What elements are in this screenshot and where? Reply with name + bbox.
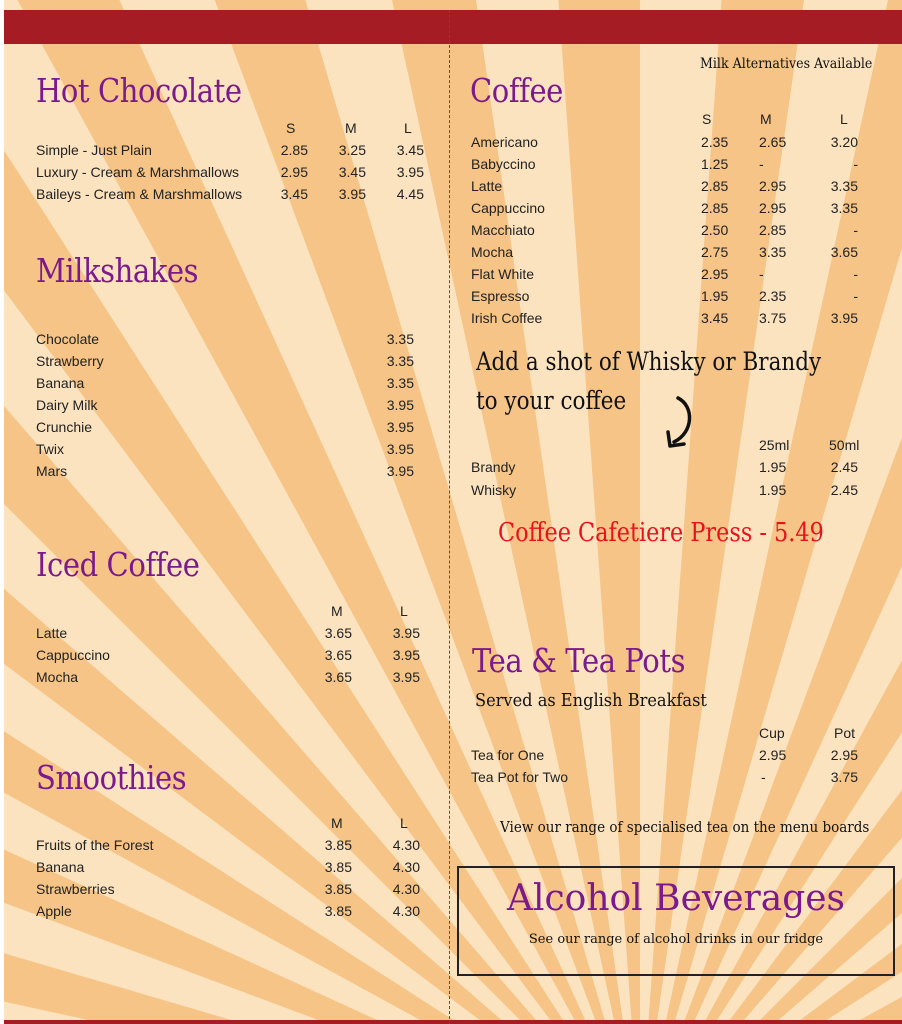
- hot-chocolate-col-m: M: [345, 120, 357, 136]
- hot-chocolate-col-s: S: [286, 120, 296, 136]
- coffee-item-name: Mocha: [471, 244, 514, 260]
- coffee-price: 2.75: [701, 244, 729, 260]
- iced-coffee-item-name: Latte: [36, 625, 68, 641]
- milk-alternatives-note: Milk Alternatives Available: [700, 56, 873, 72]
- smoothie-price: 4.30: [392, 903, 420, 919]
- coffee-price: 3.75: [759, 310, 787, 326]
- hot-chocolate-price: 4.45: [396, 186, 424, 202]
- iced-coffee-item-name: Cappuccino: [36, 647, 110, 663]
- coffee-price: -: [759, 266, 764, 282]
- smoothie-price: 3.85: [324, 837, 352, 853]
- milkshake-item-name: Crunchie: [36, 419, 93, 435]
- milkshake-price: 3.95: [386, 441, 414, 457]
- milkshake-item-name: Banana: [36, 375, 85, 391]
- coffee-item-name: Irish Coffee: [471, 310, 543, 326]
- coffee-price: 1.95: [701, 288, 729, 304]
- iced-coffee-price: 3.95: [392, 625, 420, 641]
- tea-price: -: [761, 769, 766, 785]
- coffee-price: 2.65: [759, 134, 787, 150]
- coffee-item-name: Espresso: [471, 288, 530, 304]
- spirit-price: 1.95: [759, 482, 787, 498]
- coffee-col-m: M: [760, 111, 772, 127]
- hot-chocolate-item-name: Simple - Just Plain: [36, 142, 152, 158]
- smoothie-price: 4.30: [392, 837, 420, 853]
- hot-chocolate-price: 3.45: [338, 164, 366, 180]
- section-title-hot-chocolate: Hot Chocolate: [36, 71, 242, 110]
- coffee-item-name: Americano: [471, 134, 538, 150]
- specialised-tea-note: View our range of specialised tea on the menu boards: [500, 818, 870, 836]
- coffee-price: 3.95: [830, 310, 858, 326]
- page-edge: [0, 0, 4, 1024]
- hot-chocolate-price: 3.45: [396, 142, 424, 158]
- spirit-price: 1.95: [759, 459, 787, 475]
- milkshake-item-name: Mars: [36, 463, 68, 479]
- coffee-price: 3.65: [830, 244, 858, 260]
- coffee-price: 3.20: [830, 134, 858, 150]
- milkshake-item-name: Strawberry: [36, 353, 104, 369]
- curved-arrow-icon: [660, 392, 700, 454]
- coffee-price: 2.50: [701, 222, 729, 238]
- iced-coffee-col-l: L: [400, 603, 408, 619]
- coffee-col-l: L: [840, 111, 848, 127]
- milkshake-price: 3.35: [386, 331, 414, 347]
- tea-price: 2.95: [830, 747, 858, 763]
- coffee-price: -: [853, 222, 858, 238]
- tea-price: 3.75: [830, 769, 858, 785]
- smoothie-price: 4.30: [392, 881, 420, 897]
- coffee-item-name: Latte: [471, 178, 503, 194]
- smoothie-price: 4.30: [392, 859, 420, 875]
- coffee-price: 1.25: [701, 156, 729, 172]
- milkshake-price: 3.95: [386, 397, 414, 413]
- coffee-price: 3.45: [701, 310, 729, 326]
- iced-coffee-price: 3.65: [324, 625, 352, 641]
- smoothies-col-l: L: [400, 815, 408, 831]
- spirits-col-25ml: 25ml: [759, 437, 790, 453]
- section-title-coffee: Coffee: [470, 71, 563, 110]
- bottom-banner: [4, 1020, 902, 1024]
- tea-price: 2.95: [759, 747, 787, 763]
- tea-subtitle: Served as English Breakfast: [475, 690, 707, 711]
- smoothie-item-name: Banana: [36, 859, 85, 875]
- section-title-tea: Tea & Tea Pots: [472, 641, 686, 680]
- smoothie-price: 3.85: [324, 903, 352, 919]
- spirits-promo-line-2: to your coffee: [476, 386, 627, 415]
- coffee-price: 3.35: [830, 200, 858, 216]
- iced-coffee-price: 3.95: [392, 669, 420, 685]
- milkshake-price: 3.35: [386, 375, 414, 391]
- coffee-price: 2.85: [701, 200, 729, 216]
- hot-chocolate-price: 2.85: [280, 142, 308, 158]
- coffee-price: 3.35: [830, 178, 858, 194]
- spirit-price: 2.45: [830, 459, 858, 475]
- coffee-price: 2.35: [701, 134, 729, 150]
- smoothies-col-m: M: [331, 815, 343, 831]
- milkshake-item-name: Twix: [36, 441, 64, 457]
- coffee-price: -: [853, 288, 858, 304]
- iced-coffee-price: 3.95: [392, 647, 420, 663]
- hot-chocolate-item-name: Baileys - Cream & Marshmallows: [36, 186, 243, 202]
- tea-col-pot: Pot: [834, 725, 856, 741]
- alcohol-note: See our range of alcohol drinks in our fridge: [528, 932, 824, 947]
- coffee-price: -: [853, 156, 858, 172]
- milkshake-item-name: Chocolate: [36, 331, 100, 347]
- hot-chocolate-price: 3.25: [338, 142, 366, 158]
- hot-chocolate-price: 3.45: [280, 186, 308, 202]
- coffee-price: 2.85: [759, 222, 787, 238]
- iced-coffee-col-m: M: [331, 603, 343, 619]
- cafetiere-offer: Coffee Cafetiere Press - 5.49: [498, 518, 824, 548]
- alcohol-box: [457, 866, 895, 976]
- coffee-price: -: [853, 266, 858, 282]
- smoothie-item-name: Strawberries: [36, 881, 115, 897]
- hot-chocolate-price: 3.95: [396, 164, 424, 180]
- coffee-price: -: [759, 156, 764, 172]
- smoothie-item-name: Apple: [36, 903, 72, 919]
- hot-chocolate-price: 3.95: [338, 186, 366, 202]
- coffee-item-name: Flat White: [471, 266, 535, 282]
- coffee-col-s: S: [702, 111, 712, 127]
- hot-chocolate-price: 2.95: [280, 164, 308, 180]
- coffee-item-name: Macchiato: [471, 222, 535, 238]
- smoothie-price: 3.85: [324, 859, 352, 875]
- top-banner: [4, 10, 902, 44]
- milkshake-price: 3.95: [386, 463, 414, 479]
- coffee-item-name: Cappuccino: [471, 200, 545, 216]
- hot-chocolate-col-l: L: [404, 120, 412, 136]
- tea-item-name: Tea Pot for Two: [471, 769, 569, 785]
- section-title-smoothies: Smoothies: [36, 758, 187, 797]
- coffee-price: 2.95: [759, 200, 787, 216]
- smoothie-price: 3.85: [324, 881, 352, 897]
- spirit-item-name: Whisky: [471, 482, 517, 498]
- tea-item-name: Tea for One: [471, 747, 545, 763]
- spirits-col-50ml: 50ml: [829, 437, 860, 453]
- spirits-promo-line-1: Add a shot of Whisky or Brandy: [476, 347, 822, 376]
- alcohol-title: Alcohol Beverages: [506, 878, 846, 919]
- milkshake-price: 3.95: [386, 419, 414, 435]
- coffee-price: 2.95: [701, 266, 729, 282]
- coffee-price: 2.95: [759, 178, 787, 194]
- milkshake-item-name: Dairy Milk: [36, 397, 98, 413]
- iced-coffee-item-name: Mocha: [36, 669, 79, 685]
- hot-chocolate-item-name: Luxury - Cream & Marshmallows: [36, 164, 240, 180]
- iced-coffee-price: 3.65: [324, 669, 352, 685]
- fold-divider: [449, 10, 450, 1024]
- section-title-iced-coffee: Iced Coffee: [36, 545, 200, 584]
- iced-coffee-price: 3.65: [324, 647, 352, 663]
- spirit-price: 2.45: [830, 482, 858, 498]
- coffee-item-name: Babyccino: [471, 156, 536, 172]
- section-title-milkshakes: Milkshakes: [36, 251, 199, 290]
- tea-col-cup: Cup: [759, 725, 785, 741]
- coffee-price: 2.35: [759, 288, 787, 304]
- coffee-price: 2.85: [701, 178, 729, 194]
- coffee-price: 3.35: [759, 244, 787, 260]
- spirit-item-name: Brandy: [471, 459, 516, 475]
- milkshake-price: 3.35: [386, 353, 414, 369]
- smoothie-item-name: Fruits of the Forest: [36, 837, 154, 853]
